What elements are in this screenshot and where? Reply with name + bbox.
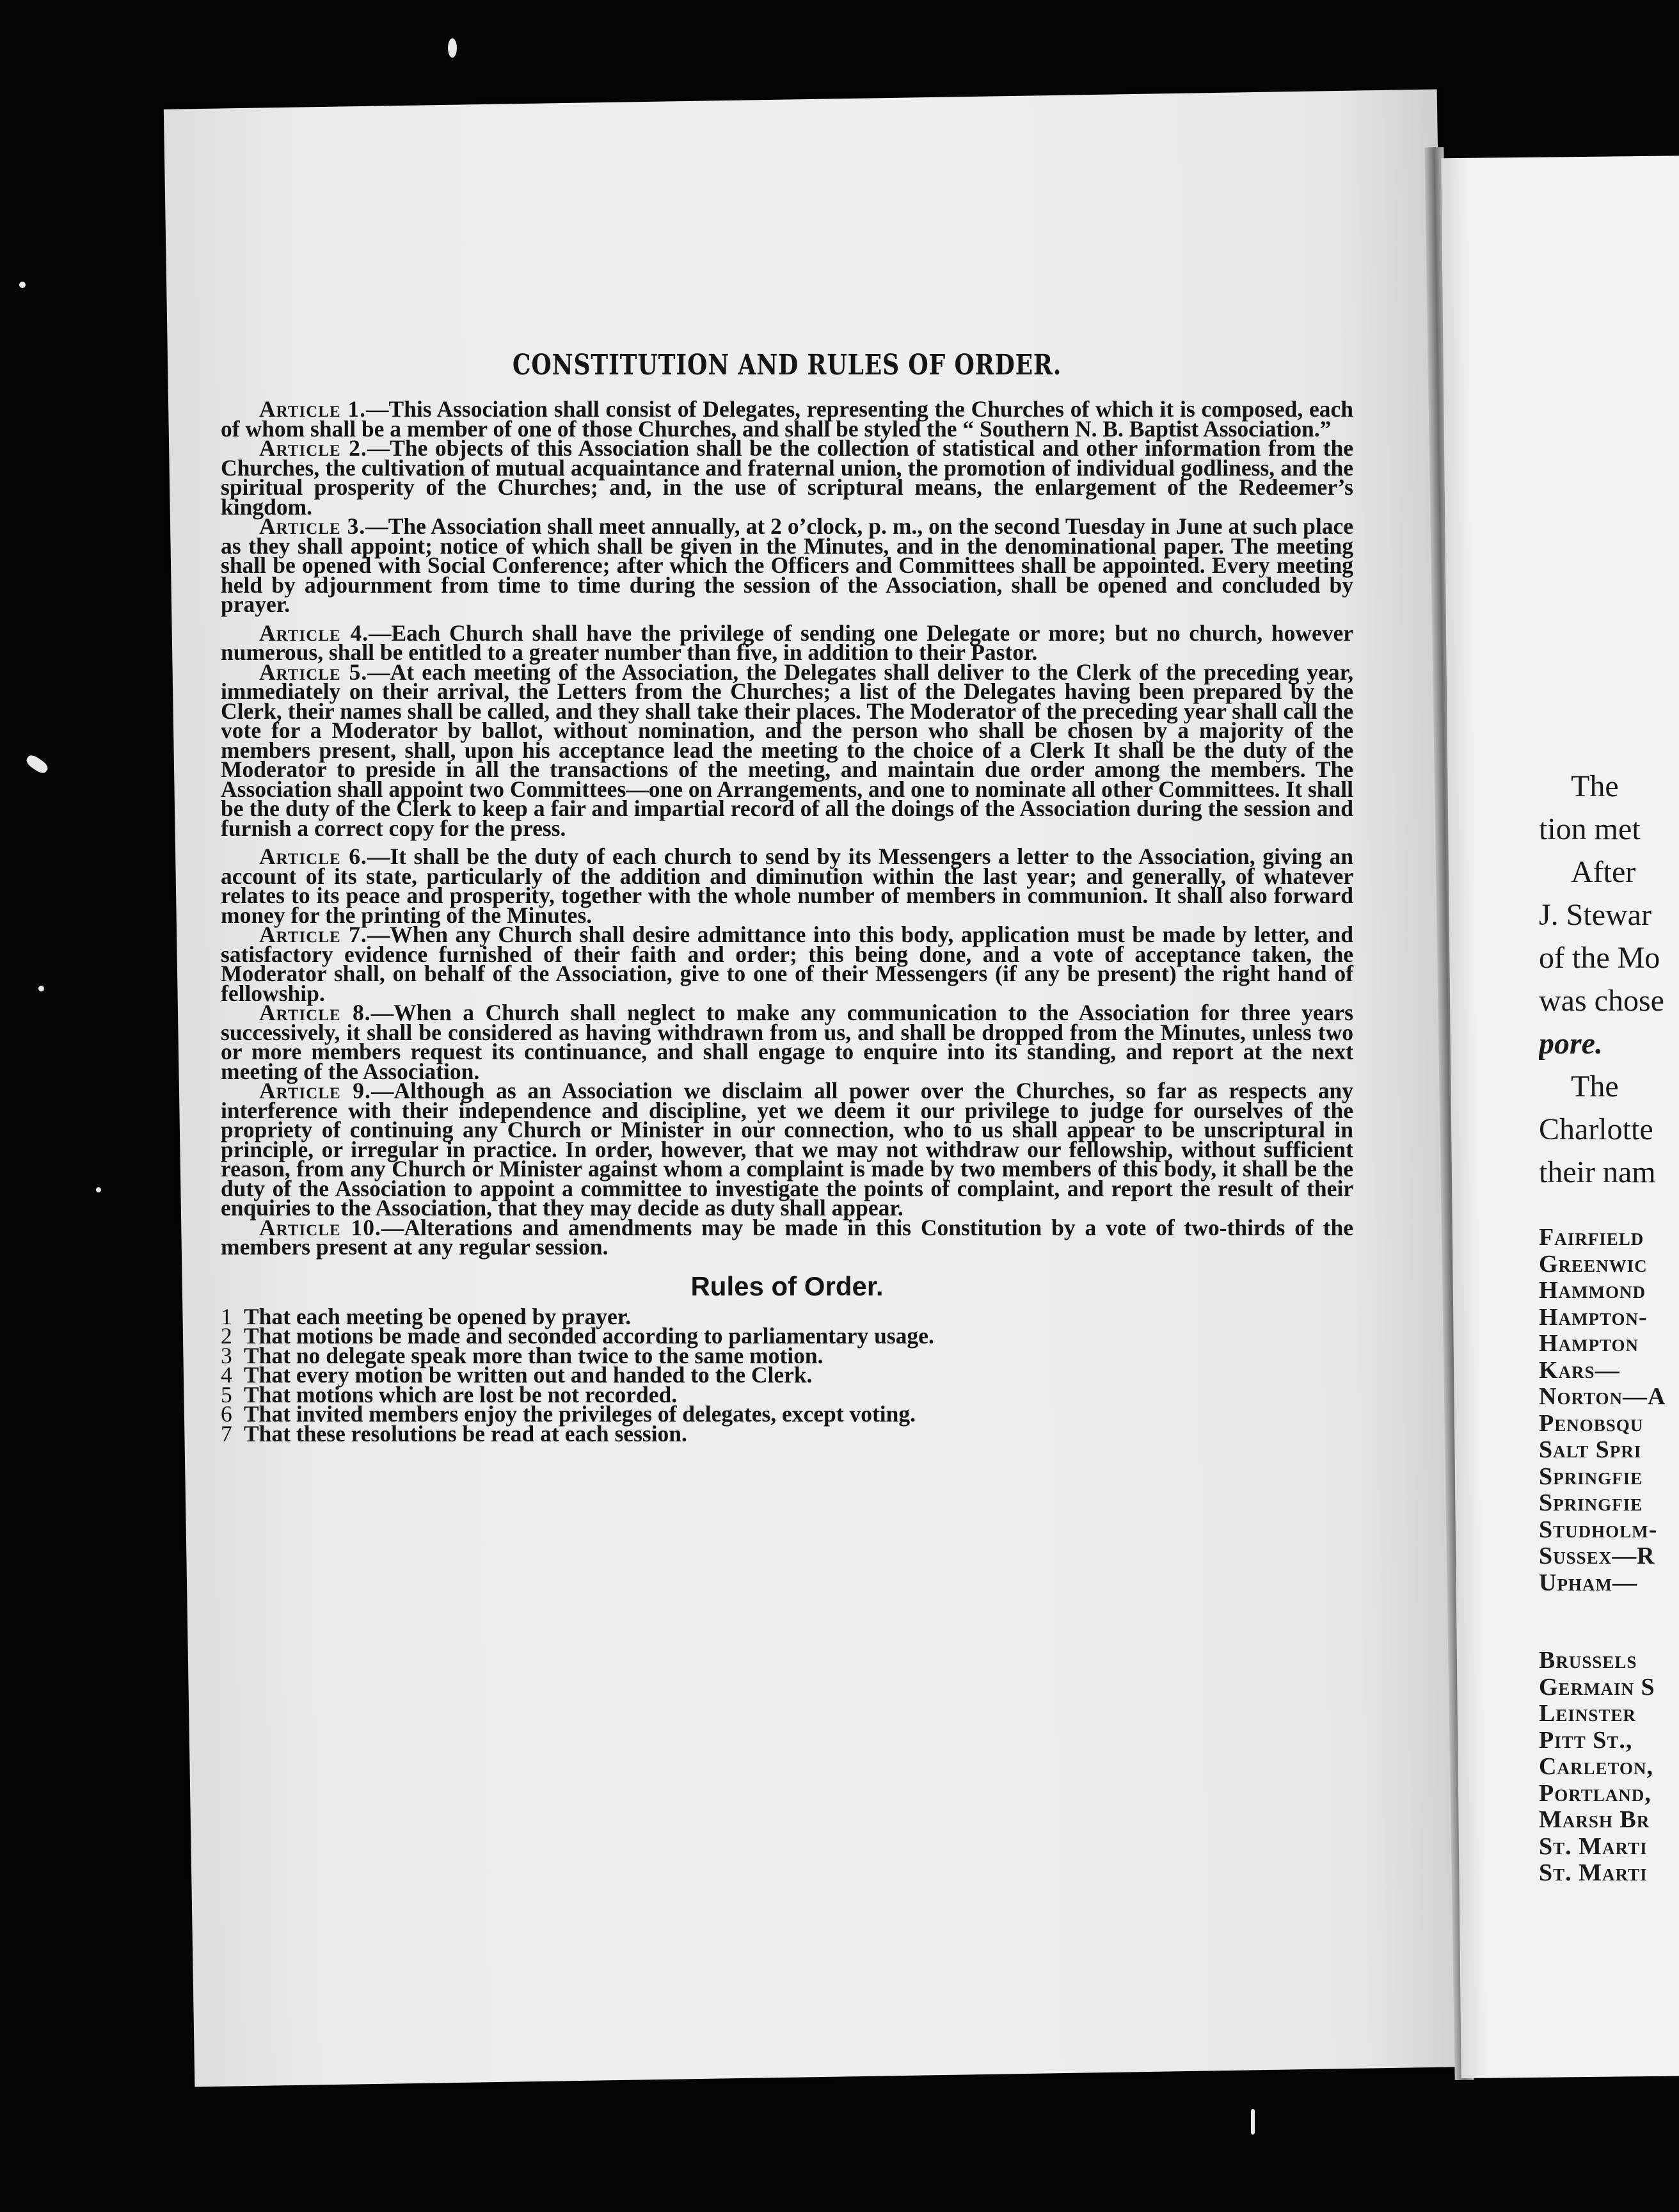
page-title: CONSTITUTION AND RULES OF ORDER.	[512, 349, 1062, 381]
church-name: Springfie	[1539, 1463, 1643, 1490]
article-label: Article 3.	[259, 513, 366, 539]
rule-number: 4	[221, 1362, 232, 1388]
article-4	[221, 620, 1353, 665]
rule-text: That each meeting be opened by prayer.	[244, 1303, 632, 1329]
church-name: Hampton-	[1539, 1303, 1648, 1331]
church-name: Norton—A	[1539, 1383, 1666, 1410]
right-page-line: was chose	[1539, 984, 1664, 1018]
rule-number: 7	[221, 1420, 232, 1447]
right-page-line: pore.	[1539, 1027, 1603, 1061]
church-name: Upham—	[1539, 1569, 1637, 1596]
film-speck	[96, 1187, 101, 1192]
rule-text: That motions be made and seconded according to parliamentary usage.	[244, 1323, 934, 1349]
article-text: —It shall be the duty of each church to send by its Messengers a letter to the Association, giving an account of its state, particularly of the addition and diminution within the last year; and generally, of whatever relates to its peace and prosperity, together with the whole number of members in communion. It shall also forward money for the printing of the Minutes.	[221, 844, 1354, 928]
article-5	[221, 659, 1354, 841]
church-name: Penobsqu	[1539, 1409, 1644, 1437]
article-9	[221, 1078, 1353, 1221]
rule-item	[221, 1420, 1353, 1447]
church-name: Pitt St.,	[1539, 1726, 1633, 1754]
film-speck	[38, 986, 44, 991]
article-label: Article 1.	[259, 396, 367, 422]
film-speck	[448, 38, 457, 58]
right-page-line: The	[1571, 769, 1619, 803]
church-name: Salt Spri	[1539, 1436, 1642, 1463]
article-label: Article 4.	[259, 620, 369, 646]
article-label: Article 9.	[259, 1078, 371, 1103]
rule-number: 5	[221, 1381, 232, 1407]
article-label: Article 8.	[259, 1000, 371, 1025]
rule-text: That no delegate speak more than twice to the same motion.	[244, 1342, 824, 1368]
church-name: Studholm-	[1539, 1516, 1658, 1543]
article-text: —When a Church shall neglect to make any communication to the Association for three years successively, it shall be considered as having withdrawn from us, and shall be dropped from the Minutes, unless two or more members request its continuance, and shall engage to enquire into its standing, and report at the next meeting of the Association.	[221, 1000, 1354, 1084]
church-name: Brussels	[1539, 1647, 1637, 1674]
right-page-line: of the Mo	[1539, 941, 1660, 975]
film-speck	[1251, 2109, 1255, 2135]
article-label: Article 6.	[259, 844, 367, 869]
right-page-prose	[1539, 765, 1679, 1194]
article-text: —Although as an Association we disclaim all power over the Churches, so far as respects any interference with their independence and discipline, yet we deem it our privilege to judge for ourselves of the propriety of continuing any Church or Minister in our connection, who to us shall appear to be unscriptural in principle, or irregular in practice. In order, however, that we may not withdraw our fellowship, without sufficient reason, from any Church or Minister against whom a complaint is made by two members of this body, it shall be the duty of the Association to appoint a committee to investigate the points of complaint, and report the result of their enquiries to the Association, that they may decide as duty shall appear.	[221, 1078, 1353, 1221]
rule-text: That motions which are lost be not recorded.	[244, 1381, 678, 1407]
article-10	[221, 1214, 1353, 1260]
left-page-content	[221, 349, 1354, 1447]
article-label: Article 7.	[259, 922, 367, 947]
rules-title: Rules of Order.	[690, 1270, 884, 1301]
church-name: Hampton	[1539, 1330, 1639, 1357]
right-page-line: Charlotte	[1539, 1112, 1653, 1146]
rules-list	[221, 1303, 1353, 1447]
church-name: St. Marti	[1539, 1832, 1648, 1860]
article-2	[221, 435, 1353, 520]
church-name: Greenwic	[1539, 1250, 1648, 1278]
article-text: —Each Church shall have the privilege of sending one Delegate or more; but no church, however numerous, shall be entitled to a greater number than five, in addition to their Pastor.	[221, 620, 1353, 665]
church-name: Hammond	[1539, 1277, 1646, 1304]
article-text: —Alterations and amendments may be made in this Constitution by a vote of two-thirds of the members present at any regular session.	[221, 1214, 1353, 1260]
constitution-articles	[221, 396, 1354, 1260]
rule-text: That these resolutions be read at each session.	[244, 1420, 687, 1447]
article-1	[221, 396, 1353, 442]
church-name: Kars—	[1539, 1356, 1620, 1384]
article-text: —This Association shall consist of Delegates, representing the Churches of which it is composed, each of whom shall be a member of one of those Churches, and shall be styled the “ Southern N. B. Baptist Association.”	[221, 396, 1353, 442]
article-6	[221, 844, 1354, 928]
film-speck	[24, 753, 50, 775]
church-name: Sussex—R	[1539, 1543, 1655, 1569]
article-7	[221, 922, 1353, 1006]
church-list-b	[1539, 1647, 1679, 1887]
article-label: Article 5.	[259, 659, 368, 685]
church-name: Marsh Br	[1539, 1806, 1650, 1833]
rule-number: 1	[221, 1303, 232, 1329]
article-text: —When any Church shall desire admittance into this body, application must be made by letter, and satisfactory evidence furnished of their faith and order; this being done, and a vote of acceptance taken, the Moderator shall, on behalf of the Association, give to one of their Messengers (if any be present) the right hand of fellowship.	[221, 922, 1353, 1006]
film-speck	[19, 282, 26, 288]
article-8	[221, 1000, 1354, 1084]
church-name: Springfie	[1539, 1489, 1643, 1516]
church-name: Leinster	[1539, 1700, 1636, 1727]
church-name: Germain S	[1539, 1673, 1655, 1701]
right-page-line: After	[1571, 855, 1636, 889]
article-label: Article 10.	[259, 1214, 381, 1240]
article-label: Article 2.	[259, 435, 367, 461]
rule-number: 2	[221, 1323, 232, 1349]
rule-text: That invited members enjoy the privileges of delegates, except voting.	[244, 1401, 916, 1427]
church-name: Fairfield	[1539, 1224, 1644, 1251]
rule-number: 3	[221, 1342, 232, 1368]
article-3	[221, 513, 1353, 617]
right-page-line: J. Stewar	[1539, 898, 1651, 932]
rule-number: 6	[221, 1401, 232, 1427]
article-text: —The objects of this Association shall be the collection of statistical and other information from the Churches, the cultivation of mutual acquaintance and fraternal union, the promotion of individual godliness, and the spiritual prosperity of the Churches; and, in the use of scriptural means, the enlargement of the Redeemer’s kingdom.	[221, 435, 1353, 520]
article-text: —The Association shall meet annually, at 2 o’clock, p. m., on the second Tuesday in June at such place as they shall appoint; notice of which shall be given in the Minutes, and in the denominational paper. The meeting shall be opened with Social Conference; after which the Officers and Committees shall be appointed. Every meeting held by adjournment from time to time during the session of the Association, shall be opened and concluded by prayer.	[221, 513, 1353, 617]
article-text: —At each meeting of the Association, the Delegates shall deliver to the Clerk of the preceding year, immediately on their arrival, the Letters from the Churches; a list of the Delegates having been prepared by the Clerk, their names shall be called, and they shall take their places. The Moderator of the preceding year shall call the vote for a Moderator by ballot, without nomination, and the person who shall be chosen by a majority of the members present, shall, upon his acceptance lead the meeting to the choice of a Clerk It shall be the duty of the Moderator to preside in all the transactions of the meeting, and maintain due order among the members. The Association shall appoint two Committees—one on Arrangements, and one to nominate all other Committees. It shall be the duty of the Clerk to keep a fair and impartial record of all the doings of the Association during the session and furnish a correct copy for the press.	[221, 659, 1354, 841]
rule-text: That every motion be written out and handed to the Clerk.	[244, 1362, 813, 1388]
church-name: St. Marti	[1539, 1859, 1648, 1886]
church-name: Carleton,	[1539, 1753, 1653, 1780]
right-page-line: their nam	[1539, 1155, 1656, 1189]
right-page-line: tion met	[1539, 812, 1641, 846]
church-list-a	[1539, 1224, 1679, 1596]
right-page-line: The	[1571, 1070, 1619, 1103]
right-page-text	[1539, 765, 1679, 1887]
church-name: Portland,	[1539, 1779, 1651, 1807]
